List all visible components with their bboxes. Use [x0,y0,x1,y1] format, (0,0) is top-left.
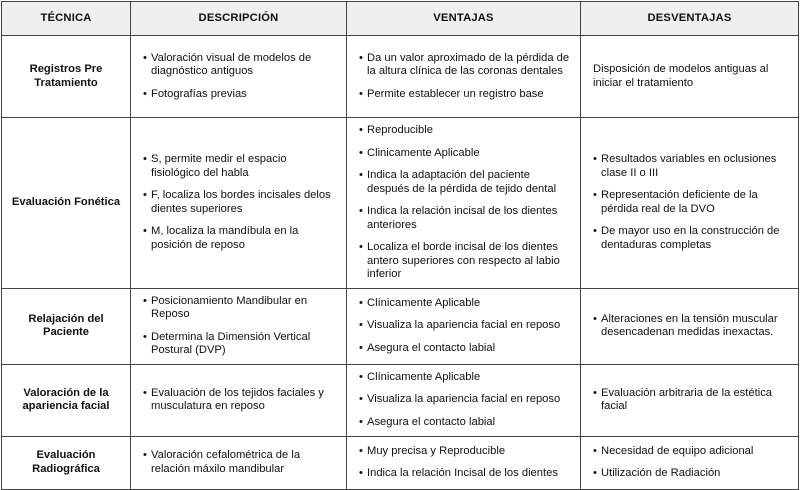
list-item: • Visualiza la apariencia facial en reposo [359,319,572,333]
disadvantage-text: Disposición de modelos antiguas al iniciar el tratamiento [593,63,769,89]
technique-cell: Valoración de la apariencia facial [2,364,131,436]
table-row [2,364,799,436]
advantages-cell [347,118,581,289]
list-item: • Visualiza la apariencia facial en reposo [359,393,572,407]
list-item: • Indica la relación Incisal de los dientes [359,467,572,481]
list-item: • Necesidad de equipo adicional [593,445,790,459]
list-item: • Asegura el contacto labial [359,342,572,356]
description-cell [131,436,347,489]
header-disadvantages: DESVENTAJAS [581,2,799,36]
technique-cell: Relajación del Paciente [2,288,131,364]
list-item: • Alteraciones en la tensión muscular desencadenan medidas inexactas. [593,313,790,340]
list-item: • Indica la relación incisal de los dientes anteriores [359,205,572,232]
advantages-cell [347,36,581,118]
disadvantages-cell [581,288,799,364]
table-row [2,288,799,364]
list-item: • Clinicamente Aplicable [359,147,572,161]
list-item: • Valoración visual de modelos de diagnóstico antiguos [143,52,338,79]
list-item: • Reproducible [359,124,572,138]
technique-cell: Evaluación Radiográfica [2,436,131,489]
header-technique: TÉCNICA [2,2,131,36]
technique-cell: Evaluación Fonética [2,118,131,289]
list-item: • Indica la adaptación del paciente después de la pérdida de tejido dental [359,169,572,196]
disadvantages-cell [581,364,799,436]
header-row [2,2,799,36]
header-description: DESCRIPCIÓN [131,2,347,36]
advantages-cell [347,364,581,436]
techniques-table [1,1,799,490]
list-item: • Determina la Dimensión Vertical Postural (DVP) [143,331,338,358]
description-cell [131,118,347,289]
list-item: • De mayor uso en la construcción de dentaduras completas [593,225,790,252]
header-advantages: VENTAJAS [347,2,581,36]
table-row [2,436,799,489]
disadvantages-cell [581,36,799,118]
list-item: • Clínicamente Aplicable [359,297,572,311]
list-item: • S, permite medir el espacio fisiológico del habla [143,153,338,180]
list-item: • Da un valor aproximado de la pérdida de la altura clínica de las coronas dentales [359,52,572,79]
description-cell [131,288,347,364]
description-cell [131,36,347,118]
list-item: • Valoración cefalométrica de la relación máxilo mandibular [143,449,338,476]
technique-cell: Registros Pre Tratamiento [2,36,131,118]
list-item: • Permite establecer un registro base [359,88,572,102]
list-item: • Fotografías previas [143,88,338,102]
disadvantages-cell [581,436,799,489]
list-item: • Resultados variables en oclusiones clase II o III [593,153,790,180]
table-row [2,118,799,289]
list-item: • Utilización de Radiación [593,467,790,481]
list-item: • Asegura el contacto labial [359,416,572,430]
list-item: • Evaluación arbitraria de la estética facial [593,387,790,414]
list-item: • Localiza el borde incisal de los dientes antero superiores con respecto al labio inferior [359,241,572,282]
list-item: • Representación deficiente de la pérdida real de la DVO [593,189,790,216]
list-item: • F, localiza los bordes incisales delos dientes superiores [143,189,338,216]
list-item: • M, localiza la mandíbula en la posición de reposo [143,225,338,252]
list-item: • Evaluación de los tejidos faciales y musculatura en reposo [143,387,338,414]
advantages-cell [347,436,581,489]
advantages-cell [347,288,581,364]
description-cell [131,364,347,436]
list-item: • Clínicamente Aplicable [359,371,572,385]
disadvantages-cell [581,118,799,289]
list-item: • Muy precisa y Reproducible [359,445,572,459]
list-item: • Posicionamiento Mandibular en Reposo [143,295,338,322]
table-row [2,36,799,118]
